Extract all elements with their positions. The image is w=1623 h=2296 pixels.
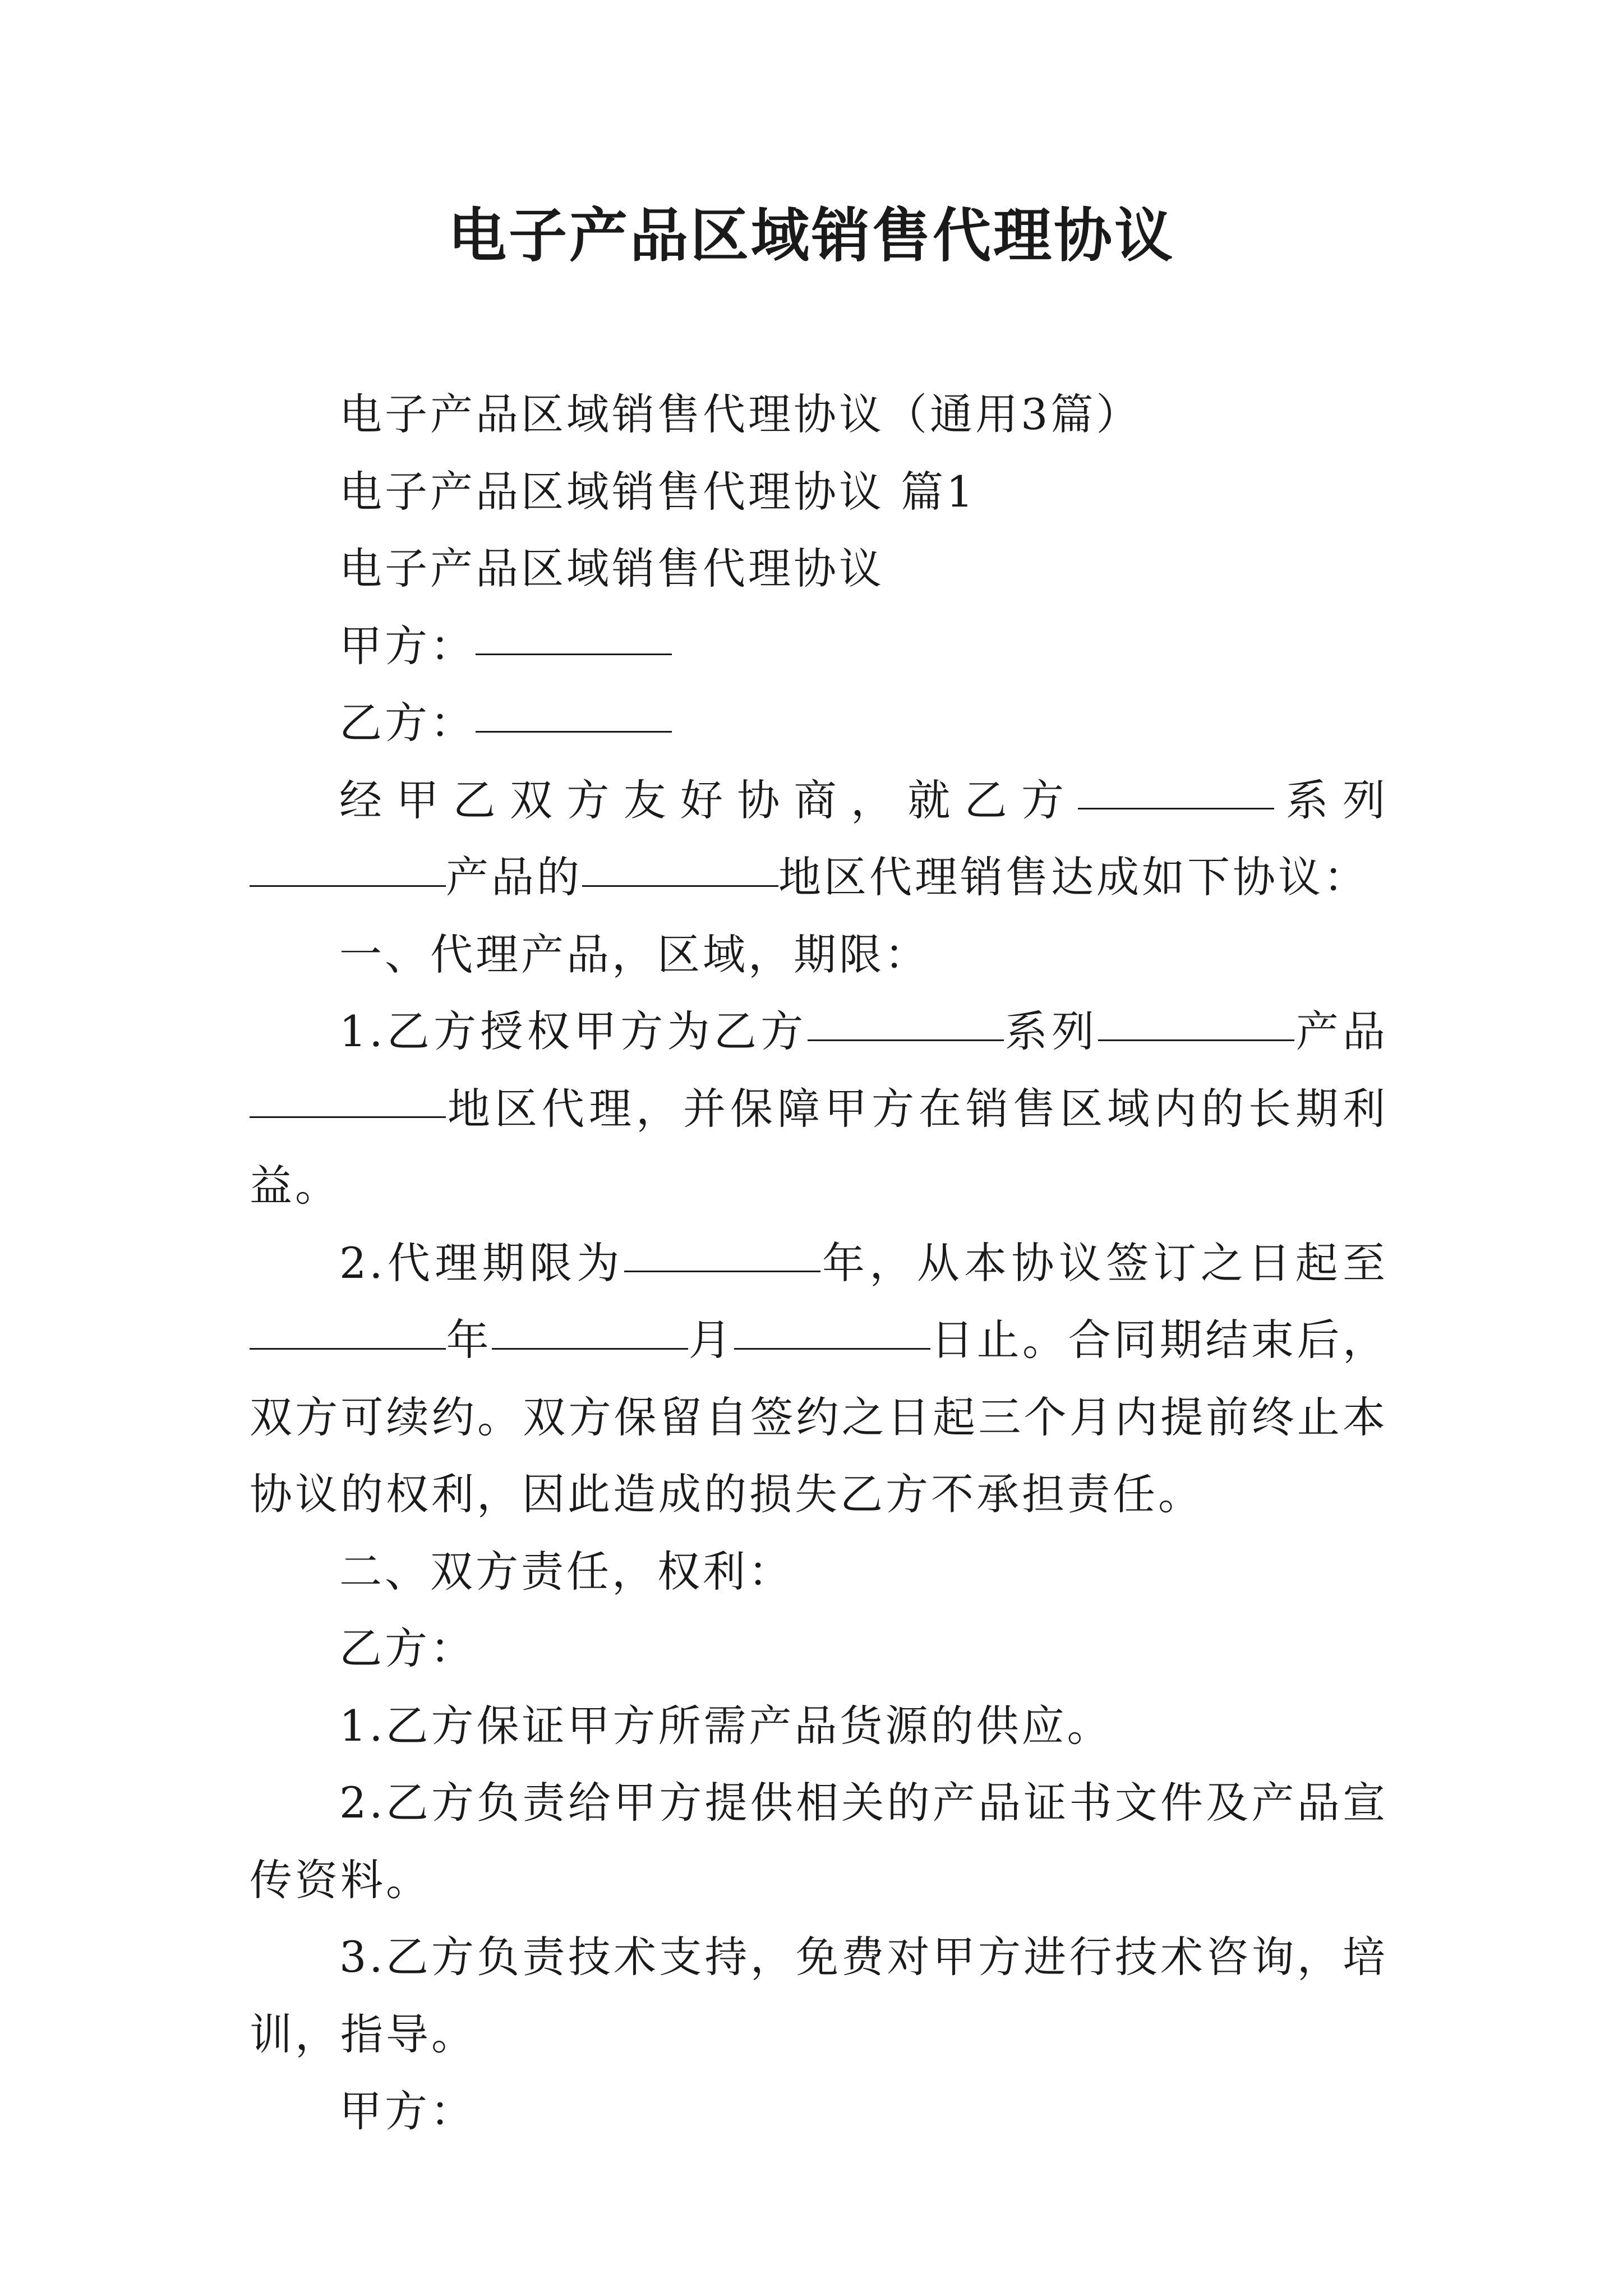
clause-1-1-text-4: 地区代理，并保障甲方在销售区域内的长期利益。: [250, 1083, 1388, 1211]
clause-1-1-blank-2: [1098, 1039, 1294, 1041]
intro-text-2: 系列: [1274, 775, 1389, 825]
party-b-item-3: 3.乙方负责技术支持，免费对甲方进行技术咨询，培训，指导。: [250, 1932, 1388, 2059]
section2-heading: 二、双方责任，权利：: [339, 1546, 794, 1596]
document-title: 电子产品区域销售代理协议: [448, 201, 1175, 270]
party-a-heading: 甲方：: [339, 2086, 476, 2136]
section-heading: 电子产品区域销售代理协议 篇1: [339, 466, 976, 517]
intro-blank-2: [250, 885, 446, 887]
party-a-blank: [476, 653, 672, 655]
intro-text-4: 地区代理销售达成如下协议：: [778, 852, 1369, 902]
party-b-label: 乙方：: [339, 698, 476, 748]
party-b-blank: [476, 730, 672, 733]
intro-text-1: 经甲乙双方友好协商，就乙方: [339, 775, 1078, 825]
clause-1-1: [250, 993, 1388, 1225]
party-b-heading: 乙方：: [339, 1623, 476, 1673]
section1-heading: 一、代理产品，区域，期限：: [339, 929, 930, 979]
party-b-item-2: 2.乙方负责给甲方提供相关的产品证书文件及产品宣传资料。: [250, 1778, 1388, 1905]
subtitle: 电子产品区域销售代理协议（通用3篇）: [339, 389, 1142, 439]
clause-1-2-text-3: 年: [446, 1315, 492, 1365]
clause-1-2-text-4: 月: [688, 1315, 735, 1365]
party-b-item-1: 1.乙方保证甲方所需产品货源的供应。: [339, 1700, 1113, 1751]
intro-blank-3: [582, 885, 778, 887]
clause-1-2-blank-3: [492, 1347, 688, 1350]
party-a-label: 甲方：: [339, 620, 476, 671]
clause-1-1-blank-3: [250, 1116, 446, 1118]
agreement-name: 电子产品区域销售代理协议: [339, 544, 884, 593]
clause-1-1-text-1: 1.乙方授权甲方为乙方: [339, 1006, 808, 1056]
intro-text-3: 产品的: [446, 852, 582, 902]
party-b-line: [250, 684, 1388, 762]
party-a-line: [250, 608, 1388, 685]
clause-1-1-blank-1: [808, 1039, 1004, 1041]
clause-1-2-blank-4: [734, 1347, 930, 1350]
clause-1-2-text-5: 日止。合同期结束后，双方可续约。双方保留自签约之日起三个月内提前终止本协议的权利，因此造成的损失乙方不承担责任。: [250, 1315, 1389, 1519]
clause-1-2-blank-1: [624, 1270, 820, 1272]
clause-1-2-text-2: 年，从本协议签订之日起至: [820, 1237, 1389, 1288]
intro-paragraph: [250, 762, 1388, 916]
document-body: [250, 376, 1388, 2150]
intro-blank-1: [1078, 807, 1274, 809]
clause-1-2: [250, 1225, 1388, 1533]
clause-1-1-text-2: 系列: [1003, 1006, 1099, 1056]
clause-1-1-text-3: 产品: [1294, 1006, 1389, 1056]
clause-1-2-text-1: 2.代理期限为: [339, 1237, 624, 1288]
clause-1-2-blank-2: [250, 1347, 446, 1350]
